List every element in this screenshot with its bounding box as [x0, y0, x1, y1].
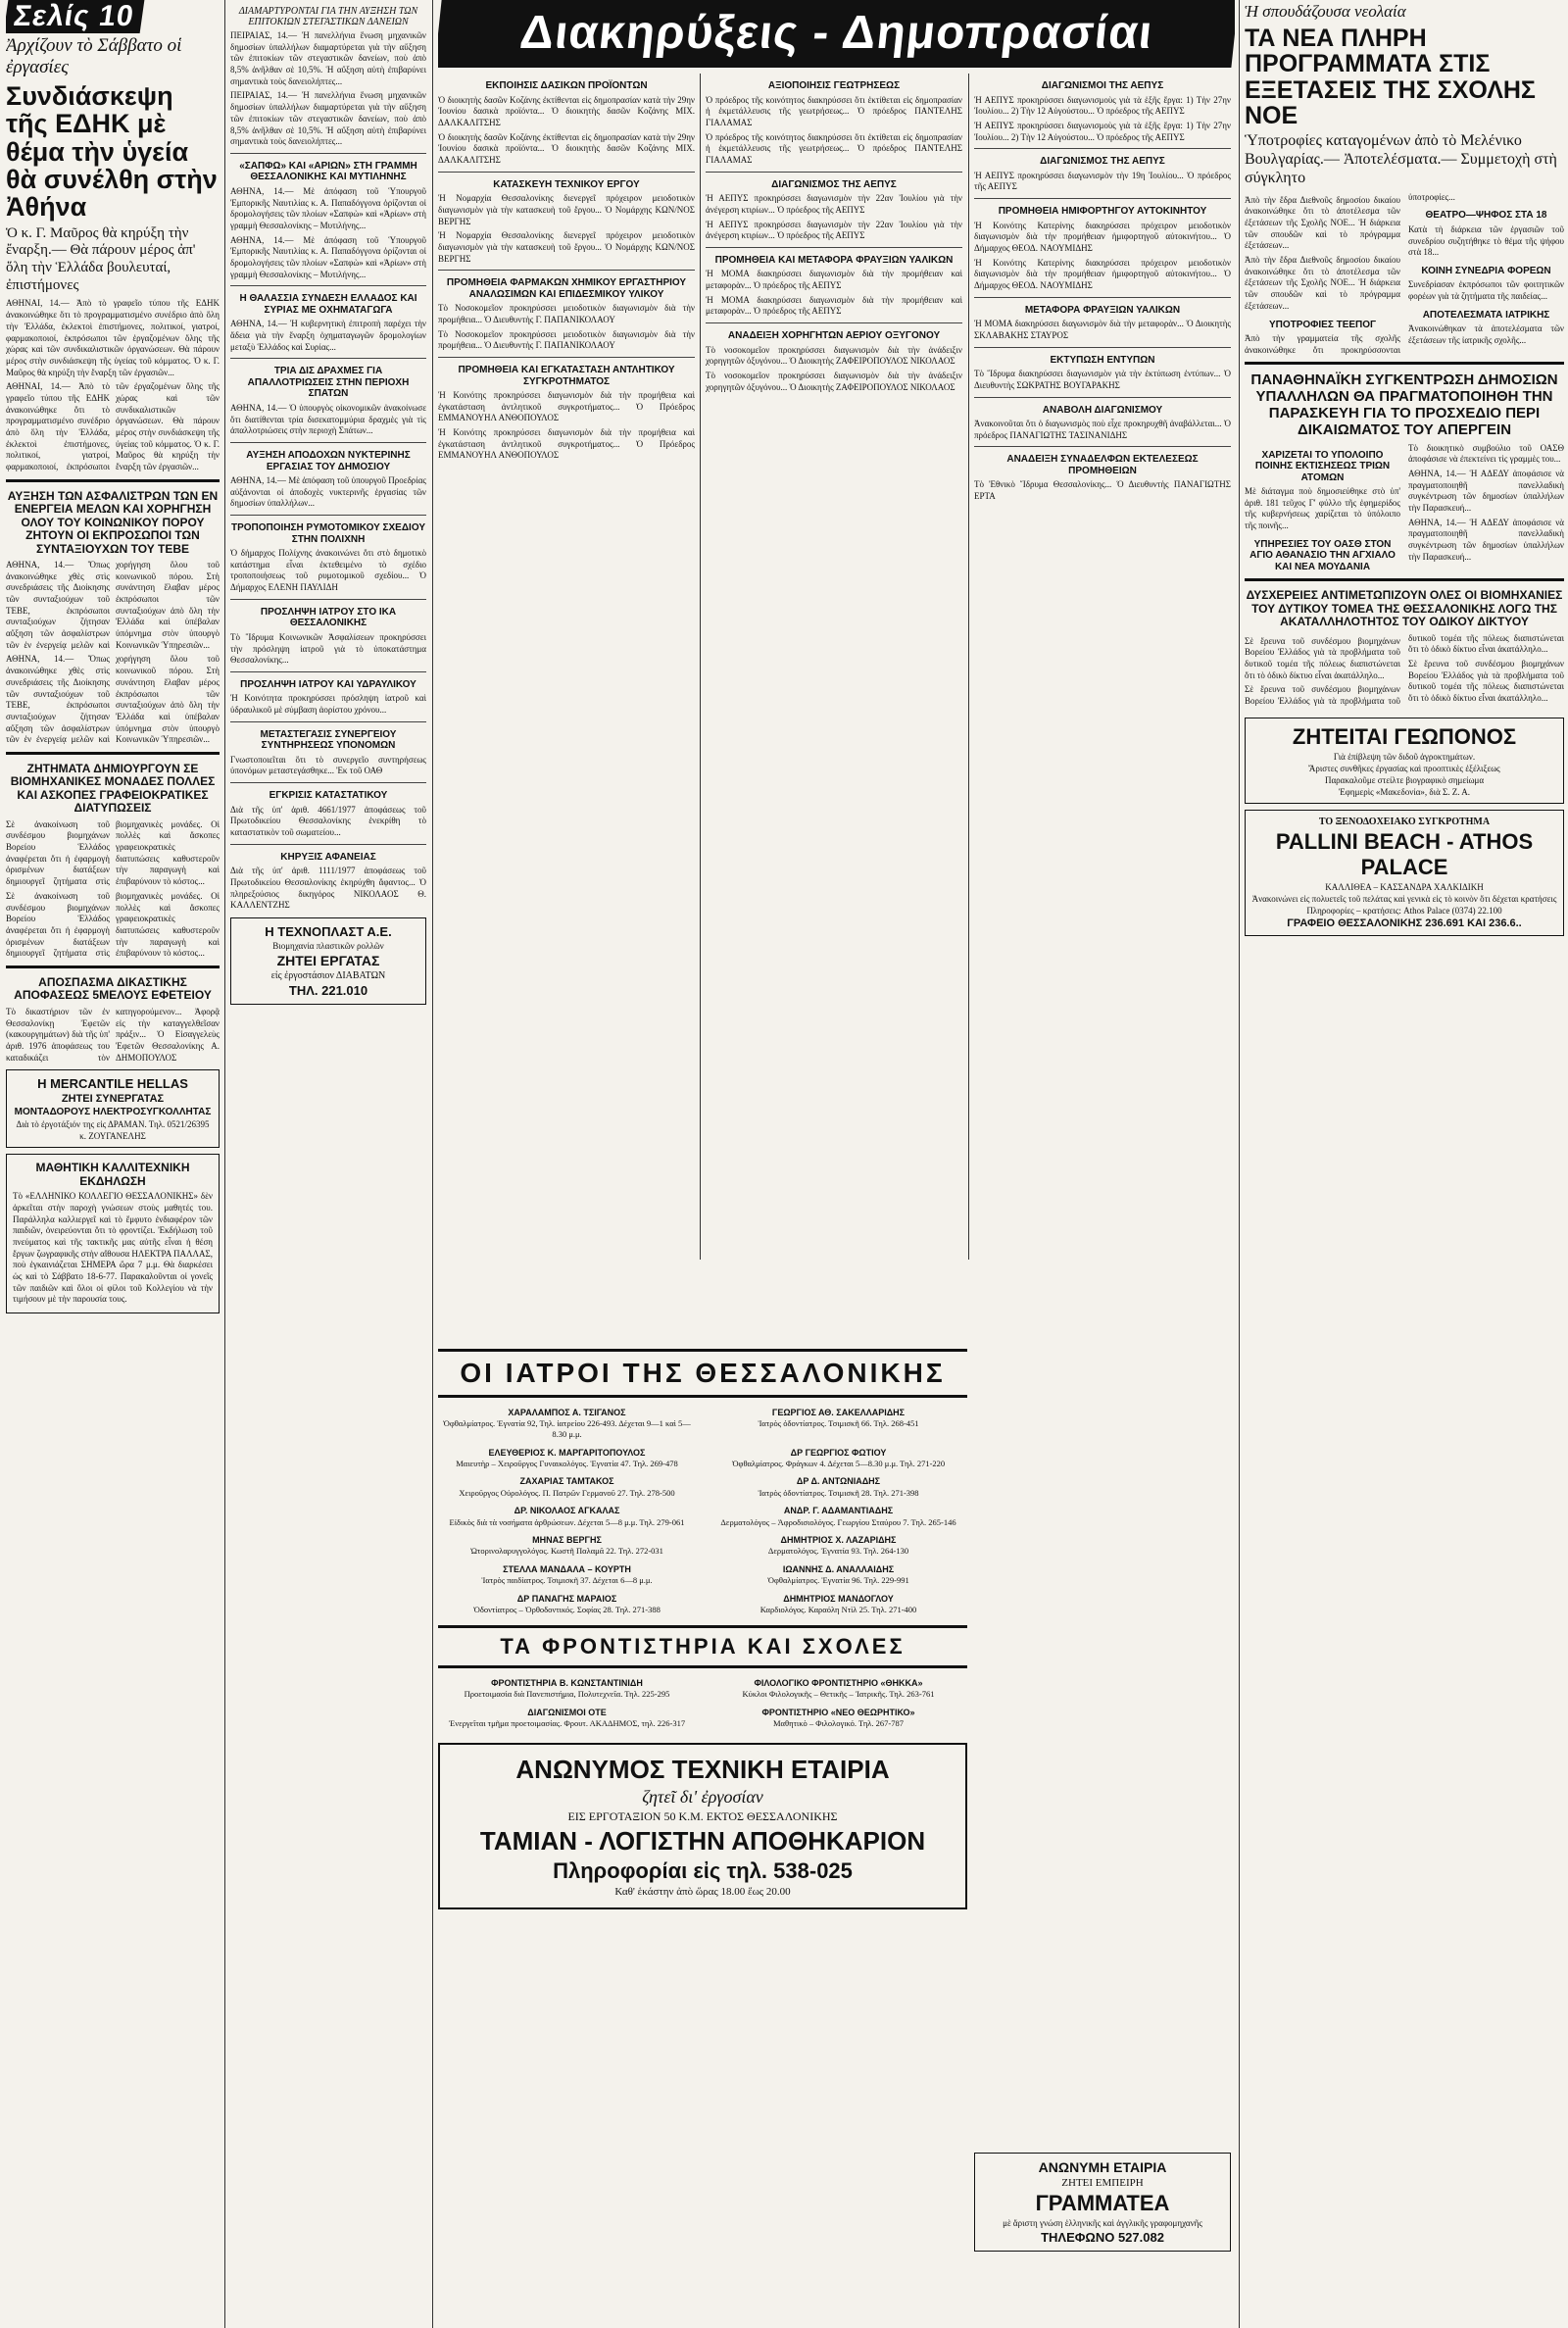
article-headline: ΤΡΙΑ ΔΙΣ ΔΡΑΧΜΕΣ ΓΙΑ ΑΠΑΛΛΟΤΡΙΩΣΕΙΣ ΣΤΗΝ ΠΕΡΙΟΧΗ ΣΠΑΤΩΝ — [247, 366, 410, 400]
ad-secretary — [974, 2153, 1231, 2252]
list-item: ΔΗΜΗΤΡΙΟΣ ΜΑΝΔΟΓΛΟΥ Καρδιολόγος. Καραόλη Ντὶλ 25. Τηλ. 271-400 — [760, 1593, 917, 1615]
ad-line: εἰς ἐργοστάσιον ΔΙΑΒΑΤΩΝ — [270, 969, 386, 981]
article-headline: ΠΡΟΣΛΗΨΗ ΙΑΤΡΟΥ ΚΑΙ ΥΔΡΑΥΛΙΚΟΥ — [240, 678, 416, 690]
article-body: Τὸ δικαστήριον τῶν ἐν Θεσσαλονίκῃ Ἐφετῶν (κακουργημάτων) διὰ τῆς ὑπ' ἀριθ. 1976 ἀποφάσεως του καταδικάζει τὸν κατηγορούμενον... Ἀφορᾷ εἰς τὴν καταγγελθεῖσαν πράξιν... Ὁ Εἰσαγγελεὺς Ἐφετῶν Θεσσαλονίκης Α. ΔΗΜΟΠΟΥΛΟΣ — [6, 1006, 220, 1063]
ad-line: ΚΑΛΛΙΘΕΑ – ΚΑΣΣΑΝΔΡΑ ΧΑΛΚΙΔΙΚΗ — [1325, 881, 1484, 892]
article-headline: ΚΗΡΥΞΙΣ ΑΦΑΝΕΙΑΣ — [280, 851, 376, 863]
ad-title: Η MERCANTILE HELLAS — [37, 1076, 188, 1092]
list-item: ΦΡΟΝΤΙΣΤΗΡΙΟ «ΝΕΟ ΘΕΩΡΗΤΙΚΟ» Μαθητικὸ – Φιλολογικό. Τηλ. 267-787 — [761, 1707, 915, 1728]
article-body: ΑΘΗΝΑ, 14.— Μὲ ἀπόφαση τοῦ Ὑπουργοῦ Ἐμπορικῆς Ναυτιλίας κ. Α. Παπαδόγγονα ὁρίζονται οἱ δρομολογήσεις τῶν πλοίων «Σαπφὼ» καὶ «Ἀρίων» στὴ γραμμὴ Θεσσαλονίκης – Μυτιλήνης... — [230, 185, 426, 230]
ad-line: ζητεῖ δι' ἐργοσίαν — [642, 1786, 763, 1807]
article-headline: «ΣΑΠΦΩ» ΚΑΙ «ΑΡΙΩΝ» ΣΤΗ ΓΡΑΜΜΗ ΘΕΣΣΑΛΟΝΙΚΗΣ ΚΑΙ ΜΥΤΙΛΗΝΗΣ — [239, 160, 417, 183]
list-item: ΦΡΟΝΤΙΣΤΗΡΙΑ Β. ΚΩΝΣΤΑΝΤΙΝΙΔΗ Προετοιμασία διὰ Πανεπιστήμια, Πολυτεχνεῖα. Τηλ. 225-295 — [464, 1677, 670, 1699]
main-headline: Συνδιάσκεψη τῆς ΕΔΗΚ μὲ θέμα τὴν ὑγεία θὰ συνέλθη στὴν Ἀθήνα — [6, 81, 218, 223]
ad-line: ΜΟΝΤΑΔΟΡΟΥΣ ΗΛΕΚΤΡΟΣΥΓΚΟΛΛΗΤΑΣ — [14, 1107, 212, 1118]
notices-section — [438, 0, 1235, 2328]
notice: ΚΑΤΑΣΚΕΥΗ ΤΕΧΝΙΚΟΥ ΕΡΓΟΥ Ἡ Νομαρχία Θεσσαλονίκης διενεργεῖ πρόχειρον μειοδοτικὸν διαγωνισμὸν γιὰ τὴν κατασκευὴ τοῦ ἔργου... Ὁ Νομάρχης ΚΩΝ/ΝΟΣ ΒΕΡΓΗΣ Ἡ Νομαρχία Θεσσαλονίκης διενεργεῖ πρόχειρον μειοδοτικὸν διαγωνισμὸν γιὰ τὴν κατασκευὴ τοῦ ἔργου... Ὁ Νομάρχης ΚΩΝ/ΝΟΣ ΒΕΡΓΗΣ — [438, 178, 695, 264]
ad-line: Βιομηχανία πλαστικῶν ρολλῶν — [272, 940, 384, 951]
article-body: ΠΕΙΡΑΙΑΣ, 14.— Ἡ πανελλήνια ἕνωση μηχανικῶν δημοσίων ὑπαλλήλων διαμαρτύρεται γιὰ τὴν αὔξηση τῶν ἐπιτοκίων τῶν στεγαστικῶν δανείων, ποὺ ἀπὸ 8,5% ἀνῆλθαν σὲ 10,5%. Ἡ αὔξηση αὐτὴ ἐπιβαρύνει σημαντικὰ τοὺς δανειολήπτες... — [230, 30, 426, 86]
article-headline: ΖΗΤΗΜΑΤΑ ΔΗΜΙΟΥΡΓΟΥΝ ΣΕ ΒΙΟΜΗΧΑΝΙΚΕΣ ΜΟΝΑΔΕΣ ΠΟΛΛΕΣ ΚΑΙ ΑΣΚΟΠΕΣ ΓΡΑΦΕΙΟΚΡΑΤΙΚΕΣ ΔΙΑΤΥΠΩΣΕΙΣ — [10, 761, 216, 816]
schools-title: ΤΑ ΦΡΟΝΤΙΣΤΗΡΙΑ ΚΑΙ ΣΧΟΛΕΣ — [500, 1633, 906, 1659]
column-4 — [706, 74, 962, 1260]
article-headline: ΥΠΗΡΕΣΙΕΣ ΤΟΥ ΟΑΣΘ ΣΤΟΝ ΑΓΙΟ ΑΘΑΝΑΣΙΟ ΤΗΝ ΑΓΧΙΑΛΟ ΚΑΙ ΝΕΑ ΜΟΥΔΑΝΙΑ — [1250, 538, 1396, 572]
article-headline: ΑΥΞΗΣΗ ΑΠΟΔΟΧΩΝ ΝΥΚΤΕΡΙΝΗΣ ΕΡΓΑΣΙΑΣ ΤΟΥ ΔΗΜΟΣΙΟΥ — [246, 450, 411, 472]
list-item: ΧΑΡΑΛΑΜΠΟΣ Α. ΤΣΙΓΑΝΟΣ Ὀφθαλμίατρος. Ἐγνατία 92, Τηλ. ἰατρείου 226-493. Δέχεται 9—1 καὶ 5—8.30 μ.μ. — [443, 1408, 691, 1439]
article-body-cont: Σὲ ἔρευνα τοῦ συνδέσμου βιομηχάνων Βορείου Ἑλλάδος γιὰ τὰ προβλήματα τοῦ δυτικοῦ τομέα τῆς πόλεως διαπιστώνεται ὅτι τὸ ὁδικὸ δίκτυο εἶναι ἀκατάλληλο... — [1245, 632, 1564, 707]
article-body-cont: ΑΘΗΝΑ, 14.— Ἡ ΑΔΕΔΥ ἀποφάσισε νὰ πραγματοποιηθῆ πανελλαδικὴ συγκέντρωση τῶν δημοσίων ὑπαλλήλων τὴν Παρασκευή... — [1408, 517, 1564, 562]
notice: ΑΞΙΟΠΟΙΗΣΙΣ ΓΕΩΤΡΗΣΕΩΣ Ὁ πρόεδρος τῆς κοινότητος διακηρύσσει ὅτι ἐκτίθεται εἰς δημοπρασίαν ἡ ἐκμετάλλευσις τῆς γεωτρήσεως... Ὁ πρόεδρος ΠΑΝΤΕΛΗΣ ΓΙΑΛΑΜΑΣ Ὁ πρόεδρος τῆς κοινότητος διακηρύσσει ὅτι ἐκτίθεται εἰς δημοπρασίαν ἡ ἐκμετάλλευσις τῆς γεωτρήσεως... Ὁ πρόεδρος ΠΑΝΤΕΛΗΣ ΓΙΑΛΑΜΑΣ — [706, 80, 962, 165]
ad-line: ΤΑΜΙΑΝ - ΛΟΓΙΣΤΗΝ ΑΠΟΘΗΚΑΡΙΟΝ — [479, 1825, 926, 1856]
article-headline: ΜΕΤΑΣΤΕΓΑΣΙΣ ΣΥΝΕΡΓΕΙΟΥ ΣΥΝΤΗΡΗΣΕΩΣ ΥΠΟΝΟΜΩΝ — [260, 728, 397, 752]
ad-line: ΖΗΤΕΙ ΣΥΝΕΡΓΑΤΑΣ — [61, 1093, 165, 1106]
list-item: ΦΙΛΟΛΟΓΙΚΟ ΦΡΟΝΤΙΣΤΗΡΙΟ «ΘΗΚΚΑ» Κύκλοι Φιλολογικῆς – Θετικῆς – Ἰατρικῆς. Τηλ. 263-761 — [742, 1677, 935, 1699]
ad-line: ΓΡΑΜΜΑΤΕΑ — [1035, 2191, 1170, 2215]
list-item: ΑΝΔΡ. Γ. ΑΔΑΜΑΝΤΙΑΔΗΣ Δερματολόγος – Ἀφροδισιολόγος. Γεωργίου Σταύρου 7. Τηλ. 265-146 — [720, 1506, 956, 1527]
section-banner: Διακηρύξεις - Δημοπρασίαι — [438, 0, 1235, 68]
ad-line: μὲ ἄριστη γνώση ἑλληνικῆς καὶ ἀγγλικῆς γραφομηχανῆς — [1003, 2218, 1202, 2228]
notice: ΕΚΠΟΙΗΣΙΣ ΔΑΣΙΚΩΝ ΠΡΟΪΟΝΤΩΝ Ὁ διοικητὴς δασῶν Κοζάνης ἐκτίθενται εἰς δημοπρασίαν κατὰ τὴν 29ην Ἰουνίου δασικὰ προϊόντα... Ὁ διοικητὴς δασῶν Κοζάνης ΜΙΧ. ΔΑΛΚΑΛΙΤΣΗΣ Ὁ διοικητὴς δασῶν Κοζάνης ἐκτίθενται εἰς δημοπρασίαν κατὰ τὴν 29ην Ἰουνίου δασικὰ προϊόντα... Ὁ διοικητὴς δασῶν Κοζάνης ΜΙΧ. ΔΑΛΚΑΛΙΤΣΗΣ — [438, 80, 695, 165]
notice: ΠΡΟΜΗΘΕΙΑ ΦΑΡΜΑΚΩΝ ΧΗΜΙΚΟΥ ΕΡΓΑΣΤΗΡΙΟΥ ΑΝΑΛΩΣΙΜΩΝ ΚΑΙ ΕΠΙΔΕΣΜΙΚΟΥ ΥΛΙΚΟΥ Τὸ Νοσοκομεῖον προκηρύσσει μειοδοτικὸν διαγωνισμὸν διὰ τὴν προμήθεια... Ὁ Διευθυντὴς Γ. ΠΑΠΑΝΙΚΟΛΑΟΥ Τὸ Νοσοκομεῖον προκηρύσσει μειοδοτικὸν διαγωνισμὸν διὰ τὴν προμήθεια... Ὁ Διευθυντὴς Γ. ΠΑΠΑΝΙΚΟΛΑΟΥ — [438, 277, 695, 351]
column-1 — [6, 0, 220, 2328]
article-body: Κατὰ τὴ διάρκεια τῶν ἐργασιῶν τοῦ συνεδρίου συζητήθηκε τὸ θέμα τῆς ψήφου στὰ 18... — [1408, 223, 1564, 258]
article-body: ΑΘΗΝΑ, 14.— Ἡ κυβερνητικὴ ἐπιτροπὴ παρέχει τὴν ἄδεια γιὰ τὴν ἔναρξη ὀχηματαγωγῶν δρομολογίων μεταξὺ Ἑλλάδος καὶ Συρίας... — [230, 319, 426, 352]
notice: ΠΡΟΜΗΘΕΙΑ ΚΑΙ ΜΕΤΑΦΟΡΑ ΦΡΑΥΞΙΩΝ ΥΑΛΙΚΩΝ Ἡ ΜΟΜΑ διακηρύσσει διαγωνισμὸν διὰ τὴν προμήθειαν καὶ μεταφορὰν... Ὁ πρόεδρος τῆς ΑΕΠΥΣ Ἡ ΜΟΜΑ διακηρύσσει διαγωνισμὸν διὰ τὴν προμήθειαν καὶ μεταφορὰν... Ὁ πρόεδρος τῆς ΑΕΠΥΣ — [706, 254, 962, 317]
article-headline: ΥΠΟΤΡΟΦΙΕΣ ΤΕΕΠΟΓ — [1268, 319, 1377, 330]
ad-phone: ΤΗΛΕΦΩΝΟ 527.082 — [1041, 2230, 1164, 2245]
article-headline: ΘΕΑΤΡΟ—ΨΗΦΟΣ ΣΤΑ 18 — [1425, 210, 1547, 222]
article-kicker: Ἡ σπουδάζουσα νεολαία — [1245, 2, 1406, 21]
ad-line: ΤΟ ΞΕΝΟΔΟΧΕΙΑΚΟ ΣΥΓΚΡΟΤΗΜΑ — [1318, 816, 1491, 827]
article-lead: Ὑποτροφίες καταγομένων ἀπὸ τὸ Μελένικο Βουλγαρίας.— Ἀποτελέσματα.— Συμμετοχὴ στὴ σύγκλητο — [1245, 132, 1557, 186]
list-item: ΣΤΕΛΛΑ ΜΑΝΔΑΛΑ – ΚΟΥΡΤΗ Ἰατρὸς παιδίατρος. Τσιμισκῆ 37. Δέχεται 6—8 μ.μ. — [481, 1564, 653, 1586]
list-item: ΕΛΕΥΘΕΡΙΟΣ Κ. ΜΑΡΓΑΡΙΤΟΠΟΥΛΟΣ Μαιευτὴρ – Χειροῦργος Γυναικολόγος. Ἐγνατία 47. Τηλ. 269-478 — [456, 1447, 678, 1468]
ad-phone: Πληροφορίαι εἰς τηλ. 538-025 — [553, 1857, 853, 1883]
ad-line: Ἀνακοινώνει εἰς πολυετεῖς τοῦ πελάτας καὶ γενικὰ εἰς τὸ κοινὸν ὅτι δέχεται κρατήσεις — [1251, 893, 1557, 904]
article-headline: ΠΡΟΣΛΗΨΗ ΙΑΤΡΟΥ ΣΤΟ ΙΚΑ ΘΕΣΣΑΛΟΝΙΚΗΣ — [260, 606, 397, 629]
article-headline: Η ΘΑΛΑΣΣΙΑ ΣΥΝΔΕΣΗ ΕΛΛΑΔΟΣ ΚΑΙ ΣΥΡΙΑΣ ΜΕ ΟΧΗΜΑΤΑΓΩΓΑ — [239, 293, 417, 316]
page-number: Σελίς 10 — [6, 0, 144, 33]
article-body-cont: Ἀπὸ τὴν ἕδρα Διεθνοῦς δημοσίου δικαίου ἀνακοινώθηκε ὅτι τὸ ἀποτέλεσμα τῶν ἐξετάσεων τῆς Σχολῆς ΝΟΕ... Ἡ διάρκεια τῶν σπουδῶν καὶ τὸ πρόγραμμα ἐξετάσεων... — [1245, 255, 1400, 311]
list-item: ΓΕΩΡΓΙΟΣ ΑΘ. ΣΑΚΕΛΛΑΡΙΔΗΣ Ἰατρὸς ὀδοντίατρος. Τσιμισκῆ 66. Τηλ. 268-451 — [758, 1408, 919, 1429]
article-body-cont: ΑΘΗΝΑ, 14.— Μὲ ἀπόφαση τοῦ Ὑπουργοῦ Ἐμπορικῆς Ναυτιλίας κ. Α. Παπαδόγγονα ὁρίζονται οἱ δρομολογήσεις τῶν πλοίων «Σαπφὼ» καὶ «Ἀρίων» στὴ γραμμὴ Θεσσαλονίκης – Μυτιλήνης... — [230, 234, 426, 279]
article-body-cont: ΑΘΗΝΑ, 14.— Ὅπως ἀνακοινώθηκε χθὲς στὶς συνεδριάσεις τῆς Διοίκησης τῶν συνταξιούχων τοῦ ΤΕΒΕ, ἐκπρόσωποι συνταξιούχων ζήτησαν αὔξηση τῶν ἀσφαλίστρων τῶν ἐν ἐνεργείᾳ μελῶν καὶ χορήγηση ὅλου τοῦ κοινωνικοῦ πόρου. Στὴ συνάντηση ἔλαβαν μέρος ἐκπρόσωποι τῶν συνταξιούχων ἀπὸ ὅλη τὴν Ἑλλάδα καὶ ὑπέβαλαν ὑπόμνημα στὸν ὑπουργὸ Κοινωνικῶν Ὑπηρεσιῶν... — [6, 654, 220, 745]
article-body-cont: ΑΘΗΝΑΙ, 14.— Ἀπὸ τὸ γραφεῖο τύπου τῆς ΕΔΗΚ ἀνακοινώθηκε ὅτι τὸ προγραμματισμένο συνέδριο ἀπὸ ὅλη τὴν Ἑλλάδα, ἐκλεκτοὶ ἐπιστήμονες, πολιτικοί, γιατροί, φαρμακοποιοί, ἐκπρόσωποι τῶν ἐργαζομένων ὅλης τῆς χώρας καὶ τῶν συνδικαλιστικῶν ὀργανώσεων. Θὰ πάρουν μέρος στὴν συνδιάσκεψη τῆς ὑγείας τοῦ κόμματος. Ὁ κ. Γ. Μαῦρος θὰ κηρύξη τὴν ἔναρξη τῶν ἐργασιῶν... — [6, 381, 220, 472]
article-body: Ἀπὸ τὴν ἕδρα Διεθνοῦς δημοσίου δικαίου ἀνακοινώθηκε ὅτι τὸ ἀποτέλεσμα τῶν ἐξετάσεων τῆς Σχολῆς ΝΟΕ... Ἡ διάρκεια τῶν σπουδῶν καὶ τὸ πρόγραμμα ἐξετάσεων... — [1245, 194, 1400, 251]
list-item: ΔΡ ΠΑΝΑΓΗΣ ΜΑΡΑΙΟΣ Ὀδοντίατρος – Ὀρθοδοντικός. Σοφίας 28. Τηλ. 271-388 — [473, 1593, 661, 1615]
ad-title: ΜΑΘΗΤΙΚΗ ΚΑΛΛΙΤΕΧΝΙΚΗ ΕΚΔΗΛΩΣΗ — [35, 1161, 190, 1189]
ad-line: ΖΗΤΕΙ ΕΡΓΑΤΑΣ — [276, 952, 380, 968]
ad-text: Τὸ «ΕΛΛΗΝΙΚΟ ΚΟΛΛΕΓΙΟ ΘΕΣΣΑΛΟΝΙΚΗΣ» δὲν ἀρκεῖται στὴν παροχὴ γνώσεων στοὺς μαθητές του. Παράλληλα καλλιεργεῖ καὶ τὸ ἔμφυτο ἐνδιαφέρον τῶν παιδιῶν, ὀνειρεύονται ὅτι τὸ φροντίζει. Ἐκδήλωση τοῦ πνεύματος καὶ τῆς τακτικῆς μας αὐτῆς εἶναι ἡ θέση ἔργων ζωγραφικῆς στὴν αἴθουσα ΗΛΕΚΤΡΑ ΠΑΛΛΑΣ, ποὺ ἐγκαινιάζεται ΣΗΜΕΡΑ ὥρα 7 μ.μ. Θὰ διαρκέσει ὡς καὶ τὸ Σάββατο 18-6-77. Παρακαλοῦνται οἱ γονεῖς τῶν παιδιῶν καὶ ὅλοι οἱ φίλοι τοῦ Κολλεγίου νὰ τὴν τιμήσουν μὲ τὴν παρουσία τους. — [13, 1191, 213, 1305]
notice: ΠΡΟΜΗΘΕΙΑ ΚΑΙ ΕΓΚΑΤΑΣΤΑΣΗ ΑΝΤΛΗΤΙΚΟΥ ΣΥΓΚΡΟΤΗΜΑΤΟΣ Ἡ Κοινότης προκηρύσσει διαγωνισμὸν διὰ τὴν προμήθεια καὶ ἐγκατάσταση ἀντλητικοῦ συγκροτήματος... Ὁ Πρόεδρος ΕΜΜΑΝΟΥΗΛ ΑΝΘΟΠΟΥΛΟΣ Ἡ Κοινότης προκηρύσσει διαγωνισμὸν διὰ τὴν προμήθεια καὶ ἐγκατάσταση ἀντλητικοῦ συγκροτήματος... Ὁ Πρόεδρος ΕΜΜΑΝΟΥΗΛ ΑΝΘΟΠΟΥΛΟΣ — [438, 365, 695, 461]
article-body: Μὲ διάταγμα ποὺ δημοσιεύθηκε στὸ ὑπ' ἀριθ. 181 τεῦχος Γ' φύλλο τῆς ἐφημερίδος τῆς κυβερνήσεως χαρίζεται τὸ ὑπόλοιπο τῆς ποινῆς... — [1245, 486, 1400, 531]
article-body: Τὸ Ἵδρυμα Κοινωνικῶν Ἀσφαλίσεων προκηρύσσει τὴν πρόσληψη ἰατροῦ γιὰ τὸ ὑποκατάστημα Θεσσαλονίκης... — [230, 631, 426, 666]
ad-line: Γιὰ ἐπίβλεψη τῶν διδοῦ ἀγροκτημάτων. — [1333, 751, 1476, 762]
column-3 — [438, 74, 695, 1260]
ad-title: PALLINI BEACH - ATHOS PALACE — [1275, 828, 1534, 879]
article-headline: ΕΓΚΡΙΣΙΣ ΚΑΤΑΣΤΑΤΙΚΟΥ — [269, 790, 388, 802]
list-item: ΔΡ ΓΕΩΡΓΙΟΣ ΦΩΤΙΟΥ Ὀφθαλμίατρος. Φράγκων 4. Δέχεται 5—8.30 μ.μ. Τηλ. 271-220 — [731, 1447, 946, 1468]
article-body: Ἀπὸ τὴν γραμματεία τῆς σχολῆς ἀνακοινώθηκε ὅτι προκηρύσσονται ὑποτροφίες... — [1245, 191, 1455, 355]
article-headline: ΧΑΡΙΖΕΤΑΙ ΤΟ ΥΠΟΛΟΙΠΟ ΠΟΙΝΗΣ ΕΚΤΙΣΗΣΕΩΣ ΤΡΙΩΝ ΑΤΟΜΩΝ — [1254, 449, 1391, 483]
article-headline: ΚΟΙΝΗ ΣΥΝΕΔΡΙΑ ΦΟΡΕΩΝ — [1421, 265, 1551, 276]
doctors-list — [438, 1404, 967, 1619]
list-item: ΖΑΧΑΡΙΑΣ ΤΑΜΤΑΚΟΣ Χειροῦργος Οὐρολόγος. Π. Πατρῶν Γερμανοῦ 27. Τηλ. 278-500 — [459, 1476, 675, 1498]
article-body-cont: ΠΕΙΡΑΙΑΣ, 14.— Ἡ πανελλήνια ἕνωση μηχανικῶν δημοσίων ὑπαλλήλων διαμαρτύρεται γιὰ τὴν αὔξηση τῶν ἐπιτοκίων τῶν στεγαστικῶν δανείων, ποὺ ἀπὸ 8,5% ἀνῆλθαν σὲ 10,5%. Ἡ αὔξηση αὐτὴ ἐπιβαρύνει σημαντικὰ τοὺς δανειολήπτες... — [230, 90, 426, 147]
ad-line: Παρακαλοῦμε στείλτε βιογραφικὸ σημείωμα — [1324, 774, 1485, 785]
article-body: Γνωστοποιεῖται ὅτι τὸ συνεργεῖο συντηρήσεως ὑπονόμων μεταστεγάσθηκε... Ἐκ τοῦ ΟΑΘ — [230, 754, 426, 776]
list-item: ΔΗΜΗΤΡΙΟΣ Χ. ΛΑΖΑΡΙΔΗΣ Δερματολόγος. Ἐγνατία 93. Τηλ. 264-130 — [767, 1535, 909, 1557]
notice: ΔΙΑΓΩΝΙΣΜΟΣ ΤΗΣ ΑΕΠΥΣ Ἡ ΑΕΠΥΣ προκηρύσσει διαγωνισμὸν τὴν 22αν Ἰουλίου γιὰ τὴν ἀνέγερση κτιρίων... Ὁ πρόεδρος τῆς ΑΕΠΥΣ Ἡ ΑΕΠΥΣ προκηρύσσει διαγωνισμὸν τὴν 22αν Ἰουλίου γιὰ τὴν ἀνέγερση κτιρίων... Ὁ πρόεδρος τῆς ΑΕΠΥΣ — [706, 178, 962, 241]
article-body: ΑΘΗΝΑ, 14.— Ὅπως ἀνακοινώθηκε χθὲς στὶς συνεδριάσεις τῆς Διοίκησης τῶν συνταξιούχων τοῦ ΤΕΒΕ, ἐκπρόσωποι συνταξιούχων ζήτησαν αὔξηση τῶν ἀσφαλίστρων τῶν ἐν ἐνεργείᾳ μελῶν καὶ χορήγηση ὅλου τοῦ κοινωνικοῦ πόρου. Στὴ συνάντηση ἔλαβαν μέρος ἐκπρόσωποι τῶν συνταξιούχων ἀπὸ ὅλη τὴν Ἑλλάδα καὶ ὑπέβαλαν ὑπόμνημα στὸν ὑπουργὸ Κοινωνικῶν Ὑπηρεσιῶν... — [6, 559, 220, 650]
article-body: Ἡ Κοινότητα προκηρύσσει πρόσληψη ἰατροῦ καὶ ὑδραυλικοῦ μὲ σύμβαση ἀορίστου χρόνου... — [230, 693, 426, 716]
list-item: ΔΡ Δ. ΑΝΤΩΝΙΑΔΗΣ Ἰατρὸς ὀδοντίατρος. Τσιμισκῆ 28. Τηλ. 271-398 — [758, 1476, 919, 1498]
article-body: ΑΘΗΝΑ, 14.— Μὲ ἀπόφαση τοῦ ὑπουργοῦ Προεδρίας αὐξάνονται οἱ ἀποδοχὲς νυκτερινῆς ἐργασίας τῶν δημοσίων ὑπαλλήλων... — [230, 475, 426, 509]
article-headline: ΤΡΟΠΟΠΟΙΗΣΗ ΡΥΜΟΤΟΜΙΚΟΥ ΣΧΕΔΙΟΥ ΣΤΗΝ ΠΟΛΙΧΝΗ — [230, 522, 425, 545]
article-headline: ΑΠΟΣΠΑΣΜΑ ΔΙΚΑΣΤΙΚΗΣ ΑΠΟΦΑΣΕΩΣ 5ΜΕΛΟΥΣ ΕΦΕΤΕΙΟΥ — [14, 974, 212, 1003]
ad-line: Διὰ τὸ ἐργοτάξιόν της εἰς ΔΡΑΜΑΝ. Τηλ. 0521/26395 — [16, 1119, 210, 1130]
article-headline: ΠΑΝΑΘΗΝΑΪΚΗ ΣΥΓΚΕΝΤΡΩΣΗ ΔΗΜΟΣΙΩΝ ΥΠΑΛΛΗΛΩΝ ΘΑ ΠΡΑΓΜΑΤΟΠΟΙΗΘΗ ΤΗΝ ΠΑΡΑΣΚΕΥΗ ΓΙΑ ΤΟ ΠΡΟΣΧΕΔΙΟ ΠΕΡΙ ΔΙΚΑΙΩΜΑΤΟΣ ΤΟΥ ΑΠΕΡΓΕΙΝ — [1250, 371, 1558, 438]
ad-line: ΕΙΣ ΕΡΓΟΤΑΞΙΟΝ 50 Κ.Μ. ΕΚΤΟΣ ΘΕΣΣΑΛΟΝΙΚΗΣ — [567, 1808, 838, 1823]
ad-hotel — [1245, 810, 1564, 936]
column-5: ΔΙΑΓΩΝΙΣΜΟΙ ΤΗΣ ΑΕΠΥΣ Ἡ ΑΕΠΥΣ προκηρύσσει διαγωνισμοὺς γιὰ τὰ ἑξῆς ἔργα: 1) Τὴν 27ην Ἰουλίου... 2) Τὴν 12 Αὐγούστου... Ὁ πρόεδρος τῆς ΑΕΠΥΣ Ἡ ΑΕΠΥΣ προκηρύσσει διαγωνισμοὺς γιὰ τὰ ἑξῆς ἔργα: 1) Τὴν 27ην Ἰουλίου... 2) Τὴν 12 Αὐγούστου... Ὁ πρόεδρος τῆς ΑΕΠΥΣ ΔΙΑΓΩΝΙΣΜΟΣ ΤΗΣ ΑΕΠΥΣ Ἡ ΑΕΠΥΣ προκηρύσσει διαγωνισμὸν τὴν 19η Ἰουλίου... Ὁ πρόεδρος τῆς ΑΕΠΥΣ ΠΡΟΜΗΘΕΙΑ ΗΜΙΦΟΡΤΗΓΟΥ ΑΥΤΟΚΙΝΗΤΟΥ Ἡ Κοινότης Κατερίνης διακηρύσσει πρόχειρον μειοδοτικὸν διαγωνισμὸν διὰ τὴν προμήθειαν ἡμιφορτηγοῦ αὐτοκινήτου... Ὁ Δήμαρχος ΘΕΟΔ. ΝΑΟΥΜΙΔΗΣ Ἡ Κοινότης Κατερίνης διακηρύσσει πρόχειρον μειοδοτικὸν διαγωνισμὸν διὰ τὴν προμήθειαν ἡμιφορτηγοῦ αὐτοκινήτου... Ὁ Δήμαρχος ΘΕΟΔ. ΝΑΟΥΜΙΔΗΣ ΜΕΤΑΦΟΡΑ ΦΡΑΥΞΙΩΝ ΥΑΛΙΚΩΝ Ἡ ΜΟΜΑ διακηρύσσει διαγωνισμὸν διὰ τὴν μεταφορὰν... Ὁ Διοικητὴς ΣΚΛΑΒΑΚΗΣ ΣΤΑΥΡΟΣ ΕΚΤΥΠΩΣΗ ΕΝΤΥΠΩΝ Τὸ Ἵδρυμα διακηρύσσει διαγωνισμὸν γιὰ τὴν ἐκτύπωση ἐντύπων... Ὁ Διευθυντὴς ΣΩΚΡΑΤΗΣ ΒΟΥΓΑΡΑΚΗΣ ΑΝΑΒΟΛΗ ΔΙΑΓΩΝΙΣΜΟΥ Ἀνακοινοῦται ὅτι ὁ διαγωνισμὸς ποὺ εἶχε προκηρυχθῆ ἀναβάλλεται... Ὁ πρόεδρος ΠΑΝΑΓΙΩΤΗΣ ΤΑΣΙΝΑΝΙΔΗΣ ΑΝΑΔΕΙΞΗ ΣΥΝΑΔΕΛΦΩΝ ΕΚΤΕΛΕΣΕΩΣ ΠΡΟΜΗΘΕΙΩΝ Τὸ Ἐθνικὸ Ἵδρυμα Θεσσαλονίκης... Ὁ Διευθυντὴς ΠΑΝΑΓΙΩΤΗΣ ΕΡΤΑ — [974, 80, 1231, 502]
ad-title: ΑΝΩΝΥΜΗ ΕΤΑΙΡΙΑ — [1038, 2159, 1167, 2175]
notice: ΑΝΑΔΕΙΞΗ ΧΟΡΗΓΗΤΩΝ ΑΕΡΙΟΥ ΟΞΥΓΟΝΟΥ Τὸ νοσοκομεῖον προκηρύσσει διαγωνισμὸν διὰ τὴν ἀνάδειξιν χορηγητῶν ὀξυγόνου... Ὁ Διοικητὴς ΖΑΦΕΙΡΟΠΟΥΛΟΣ ΝΙΚΟΛΑΟΣ Τὸ νοσοκομεῖον προκηρύσσει διαγωνισμὸν διὰ τὴν ἀνάδειξιν χορηγητῶν ὀξυγόνου... Ὁ Διοικητὴς ΖΑΦΕΙΡΟΠΟΥΛΟΣ ΝΙΚΟΛΑΟΣ — [706, 330, 962, 392]
list-item: ΙΩΑΝΝΗΣ Δ. ΑΝΑΛΛΑΙΔΗΣ Ὀφθαλμίατρος. Ἐγνατία 96. Τηλ. 229-991 — [767, 1564, 909, 1586]
ad-line: Πληροφορίες – κρατήσεις: Athos Palace (0374) 22.100 — [1306, 905, 1502, 916]
article-body-cont: Σὲ ἀνακοίνωση τοῦ συνδέσμου βιομηχάνων Βορείου Ἑλλάδος ἀναφέρεται ὅτι ἡ ἐφαρμογὴ ὁρισμένων διατάξεων δημιουργεῖ ζητήματα στὶς βιομηχανικὲς μονάδες. Οἱ πολλὲς καὶ ἄσκοπες γραφειοκρατικὲς διατυπώσεις καθυστεροῦν τὴν παραγωγὴ καὶ ἐπιβαρύνουν τὸ κόστος... — [6, 890, 220, 959]
article-body: Διὰ τῆς ὑπ' ἀριθ. 4661/1977 ἀποφάσεως τοῦ Πρωτοδικείου Θεσσαλονίκης ἐνεκρίθη τὸ καταστατικὸν τοῦ σωματείου... — [230, 804, 426, 837]
ad-phone: ΤΗΛ. 221.010 — [288, 982, 368, 998]
list-item: ΔΙΑΓΩΝΙΣΜΟΙ ΟΤΕ Ἐνεργεῖται τμῆμα προετοιμασίας. Φρουτ. ΑΚΑΔΗΜΟΣ, τηλ. 226-317 — [448, 1707, 686, 1728]
article-body: ΑΘΗΝΑ, 14.— Ἡ ΑΔΕΔΥ ἀποφάσισε νὰ πραγματοποιηθῆ πανελλαδικὴ συγκέντρωση τῶν δημοσίων ὑπαλλήλων τὴν Παρασκευή... — [1408, 468, 1564, 513]
article-kicker: Ἀρχίζουν τὸ Σάββατο οἱ ἐργασίες — [6, 35, 182, 77]
ad-title: ΑΝΩΝΥΜΟΣ ΤΕΧΝΙΚΗ ΕΤΑΙΡΙΑ — [515, 1754, 890, 1784]
article-body: Σὲ ἔρευνα τοῦ συνδέσμου βιομηχάνων Βορείου Ἑλλάδος γιὰ τὰ προβλήματα τοῦ δυτικοῦ τομέα τῆς πόλεως διαπιστώνεται ὅτι τὸ ὁδικὸ δίκτυο εἶναι ἀκατάλληλο... — [1245, 635, 1400, 680]
article-headline: ΑΥΞΗΣΗ ΤΩΝ ΑΣΦΑΛΙΣΤΡΩΝ ΤΩΝ ΕΝ ΕΝΕΡΓΕΙΑ ΜΕΛΩΝ ΚΑΙ ΧΟΡΗΓΗΣΗ ΟΛΟΥ ΤΟΥ ΚΟΙΝΩΝΙΚΟΥ ΠΟΡΟΥ ΖΗΤΟΥΝ ΟΙ ΕΚΠΡΟΣΩΠΟΙ ΤΩΝ ΣΥΝΤΑΞΙΟΥΧΩΝ ΤΟΥ ΤΕΒΕ — [7, 488, 219, 556]
article-body: ΑΘΗΝΑ, 14.— Ὁ ὑπουργὸς οἰκονομικῶν ἀνακοίνωσε ὅτι διατίθενται τρία δισεκατομμύρια δραχμὲς γιὰ τὶς ἀπαλλοτριώσεις στὴν περιοχὴ Σπάτων... — [230, 402, 426, 436]
doctors-title: ΟΙ ΙΑΤΡΟΙ ΤΗΣ ΘΕΣΣΑΛΟΝΙΚΗΣ — [460, 1358, 946, 1388]
article-headline: ΔΙΑΜΑΡΤΥΡΟΝΤΑΙ ΓΙΑ ΤΗΝ ΑΥΞΗΣΗ ΤΩΝ ΕΠΙΤΟΚΙΩΝ ΣΤΕΓΑΣΤΙΚΩΝ ΔΑΝΕΙΩΝ — [238, 6, 418, 27]
article-body: Διὰ τῆς ὑπ' ἀριθ. 1111/1977 ἀποφάσεως τοῦ Πρωτοδικείου Θεσσαλονίκης ἐκηρύχθη ἄφαντος... Ὁ πληρεξούσιος δικηγόρος ΝΙΚΟΛΑΟΣ Θ. ΚΑΛΛΕΝΤΖΗΣ — [230, 866, 426, 911]
ad-title: Η ΤΕΧΝΟΠΛΑΣΤ Α.Ε. — [265, 923, 392, 939]
article-headline: ΔΥΣΧΕΡΕΙΕΣ ΑΝΤΙΜΕΤΩΠΙΖΟΥΝ ΟΛΕΣ ΟΙ ΒΙΟΜΗΧΑΝΙΕΣ ΤΟΥ ΔΥΤΙΚΟΥ ΤΟΜΕΑ ΤΗΣ ΘΕΣΣΑΛΟΝΙΚΗΣ ΛΟΓΩ ΤΗΣ ΑΚΑΤΑΛΛΗΛΟΤΗΤΟΣ ΤΟΥ ΟΔΙΚΟΥ ΔΙΚΤΥΟΥ — [1246, 588, 1563, 629]
article-lead: Ὁ κ. Γ. Μαῦρος θὰ κηρύξη τὴν ἔναρξη.— Θὰ πάρουν μέρος ἀπ' ὅλη τὴν Ἑλλάδα βουλευταί, ἐπιστήμονες — [6, 224, 196, 293]
column-2 — [230, 0, 426, 2328]
ad-phone: ΓΡΑΦΕΙΟ ΘΕΣΣΑΛΟΝΙΚΗΣ 236.691 ΚΑΙ 236.6.. — [1287, 916, 1522, 929]
ad-mercantile — [6, 1069, 220, 1148]
ad-college — [6, 1154, 220, 1313]
article-headline: ΑΠΟΤΕΛΕΣΜΑΤΑ ΙΑΤΡΙΚΗΣ — [1422, 309, 1550, 321]
ad-line: Καθ' ἑκάστην ἀπὸ ὥρας 18.00 ἕως 20.00 — [614, 1885, 791, 1898]
ad-line: Ἄριστες συνθῆκες ἐργασίας καὶ προοπτικὲς ἐξέλιξεως — [1308, 763, 1500, 773]
article-body-cont: Σὲ ἔρευνα τοῦ συνδέσμου βιομηχάνων Βορείου Ἑλλάδος γιὰ τὰ προβλήματα τοῦ δυτικοῦ τομέα τῆς πόλεως διαπιστώνεται ὅτι τὸ ὁδικὸ δίκτυο εἶναι ἀκατάλληλο... — [1408, 659, 1564, 704]
ad-title: ΖΗΤΕΙΤΑΙ ΓΕΩΠΟΝΟΣ — [1292, 723, 1517, 749]
main-headline: ΤΑ ΝΕΑ ΠΛΗΡΗ ΠΡΟΓΡΑΜΜΑΤΑ ΣΤΙΣ ΕΞΕΤΑΣΕΙΣ ΤΗΣ ΣΧΟΛΗΣ ΝΟΕ — [1245, 25, 1536, 129]
ad-line: ΖΗΤΕΙ ΕΜΠΕΙΡΗ — [1061, 2177, 1144, 2189]
article-body: Σὲ ἀνακοίνωση τοῦ συνδέσμου βιομηχάνων Βορείου Ἑλλάδος ἀναφέρεται ὅτι ἡ ἐφαρμογὴ ὁρισμένων διατάξεων δημιουργεῖ ζητήματα στὶς βιομηχανικὲς μονάδες. Οἱ πολλὲς καὶ ἄσκοπες γραφειοκρατικὲς διατυπώσεις καθυστεροῦν τὴν παραγωγὴ καὶ ἐπιβαρύνουν τὸ κόστος... — [6, 818, 220, 887]
article-body: Ἀνακοινώθηκαν τὰ ἀποτελέσματα τῶν ἐξετάσεων τῆς ἰατρικῆς σχολῆς... — [1408, 323, 1564, 345]
column-6 — [1245, 0, 1564, 2328]
ad-line: Ἐφημερὶς «Μακεδονία», διὰ Σ. Ζ. Α. — [1338, 786, 1471, 797]
ad-technical-company — [438, 1743, 967, 1909]
article-body: ΑΘΗΝΑΙ, 14.— Ἀπὸ τὸ γραφεῖο τύπου τῆς ΕΔΗΚ ἀνακοινώθηκε ὅτι τὸ προγραμματισμένο συνέδριο ἀπὸ ὅλη τὴν Ἑλλάδα, ἐκλεκτοὶ ἐπιστήμονες, πολιτικοί, γιατροί, φαρμακοποιοί, ἐκπρόσωποι τῶν ἐργαζομένων ὅλης τῆς χώρας καὶ τῶν συνδικαλιστικῶν ὀργανώσεων. Θὰ πάρουν μέρος στὴν συνδιάσκεψη τῆς ὑγείας τοῦ κόμματος. Ὁ κ. Γ. Μαῦρος θὰ κηρύξη τὴν ἔναρξη τῶν ἐργασιῶν... — [6, 298, 220, 377]
ad-line: κ. ΖΟΥΓΑΝΕΛΗΣ — [79, 1131, 146, 1142]
article-body: Τὸ διοικητικὸ συμβούλιο τοῦ ΟΑΣΘ ἀποφάσισε νὰ ἐπεκτείνει τὶς γραμμὲς του... — [1408, 442, 1564, 465]
article-body: Συνεδρίασαν ἐκπρόσωποι τῶν φοιτητικῶν φορέων γιὰ τὰ ζητήματα τῆς παιδείας... — [1408, 279, 1564, 302]
ad-agronomist — [1245, 718, 1564, 804]
list-item: ΔΡ. ΝΙΚΟΛΑΟΣ ΑΓΚΑΛΑΣ Εἰδικὸς διὰ τὰ νοσήματα ἀρθρώσεων. Δέχεται 5—8 μ.μ. Τηλ. 279-061 — [449, 1506, 685, 1527]
list-item: ΜΗΝΑΣ ΒΕΡΓΗΣ Ὠτορινολαρυγγολόγος. Κωστῆ Παλαμᾶ 22. Τηλ. 272-031 — [470, 1535, 663, 1557]
article-body: Ὁ δήμαρχος Πολίχνης ἀνακοινώνει ὅτι στὸ δημοτικὸ κατάστημα εἶναι ἐκτεθειμένο τὸ σχέδιο τροποποιήσεως τοῦ ρυμοτομικοῦ σχεδίου... Ὁ Δήμαρχος ΕΛΕΝΗ ΠΑΥΛΙΔΗ — [230, 548, 426, 593]
schools-list — [438, 1674, 967, 1733]
ad-technoplast — [230, 917, 426, 1005]
